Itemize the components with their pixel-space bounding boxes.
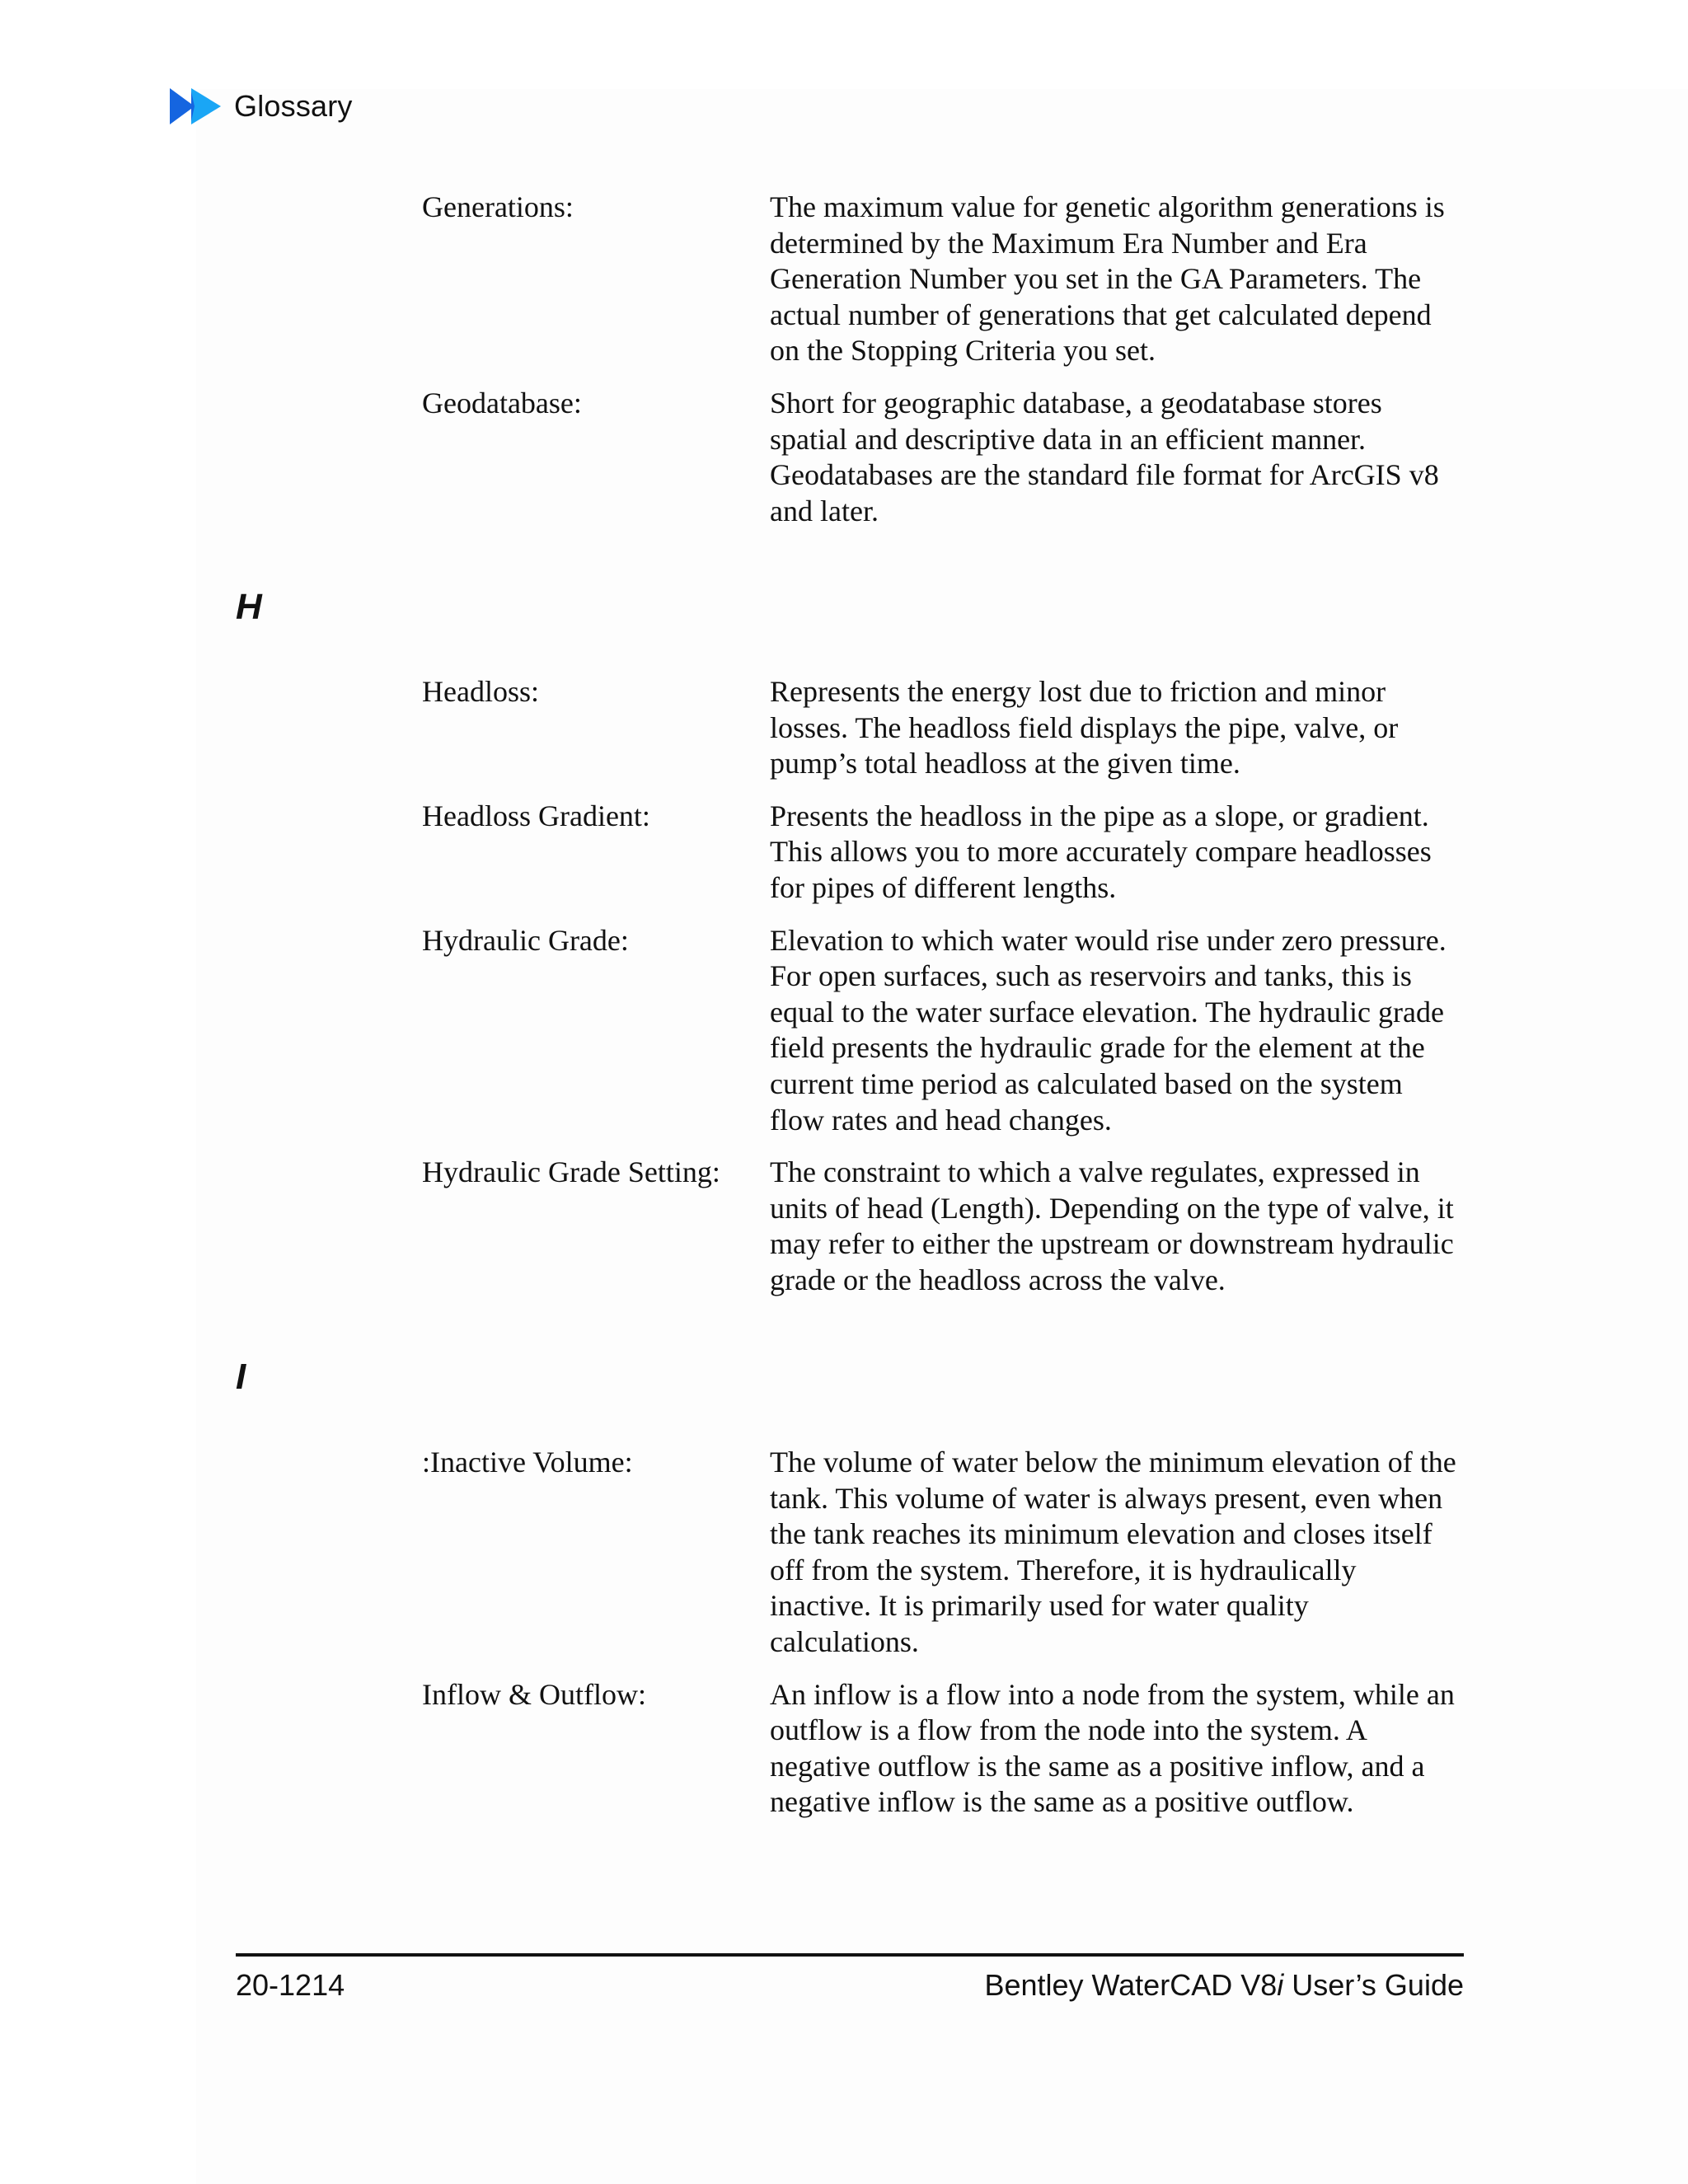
entry-definition: An inflow is a flow into a node from the system, while an outflow is a flow from the node into the system. A negative outflow is the same as a positive inflow, and a negative inflow is the same as a positive outflow. [770,1677,1455,1819]
entry-definition: Short for geographic database, a geodatabase stores spatial and descriptive data in an efficient manner. Geodatabases are the standard file format for ArcGIS v8 and later. [770,386,1439,527]
entry-term: :Inactive Volume: [422,1446,633,1479]
entry-term: Geodatabase: [422,386,582,419]
glossary-entry [422,386,1461,529]
glossary-entry [422,923,1461,1139]
glossary-section-h [422,674,1461,1299]
entry-term: Inflow & Outflow: [422,1677,646,1711]
glossary-entry [422,674,1461,782]
glossary-section-g [422,190,1461,529]
glossary-entry [422,1445,1461,1661]
guide-title [984,1968,1464,2003]
entry-term: Generations: [422,190,574,223]
glossary-entry [422,190,1461,369]
entry-term: Hydraulic Grade: [422,923,629,957]
glossary-entry [422,799,1461,907]
fast-forward-icon [170,88,223,124]
page-number: 20-1214 [236,1968,345,2002]
entry-definition: The constraint to which a valve regulates, expressed in units of head (Length). Depending on the type of valve, it may refer to either the upstream or downstream hydraulic grade or the headloss across the valve. [770,1155,1454,1296]
section-letter-i: I [236,1357,246,1397]
page-header [170,86,353,127]
page-title: Glossary [234,89,353,123]
entry-definition: The maximum value for genetic algorithm generations is determined by the Maximum Era Number and Era Generation Number you set in the GA Parameters. The actual number of generations that get calculated depend on the Stopping Criteria you set. [770,190,1445,368]
entry-definition: Elevation to which water would rise under zero pressure. For open surfaces, such as reservoirs and tanks, this is equal to the water surface elevation. The hydraulic grade field presents the hydraulic grade for the element at the current time period as calculated based on the system flow rates and head changes. [770,923,1447,1137]
entry-term: Headloss: [422,675,539,708]
footer-divider [236,1953,1464,1957]
entry-term: Hydraulic Grade Setting: [422,1155,720,1189]
glossary-entry [422,1155,1461,1298]
page-footer [236,1968,1464,2003]
entry-definition: The volume of water below the minimum elevation of the tank. This volume of water is always present, even when the tank reaches its minimum elevation and closes itself off from the system. Therefore, it is hydraulically inactive. It is primarily used for water quality calculations. [770,1446,1456,1658]
guide-title-suffix: User’s Guide [1283,1968,1464,2002]
entry-definition: Presents the headloss in the pipe as a slope, or gradient. This allows you to more accurately compare headlosses for pipes of different lengths. [770,799,1432,904]
entry-term: Headloss Gradient: [422,799,650,832]
entry-definition: Represents the energy lost due to friction and minor losses. The headloss field displays the pipe, valve, or pump’s total headloss at the given time. [770,675,1399,780]
guide-title-italic: i [1277,1968,1284,2002]
glossary-section-i [422,1445,1461,1821]
guide-title-prefix: Bentley WaterCAD V8 [984,1968,1278,2002]
glossary-entry [422,1677,1461,1821]
section-letter-h: H [236,587,262,627]
